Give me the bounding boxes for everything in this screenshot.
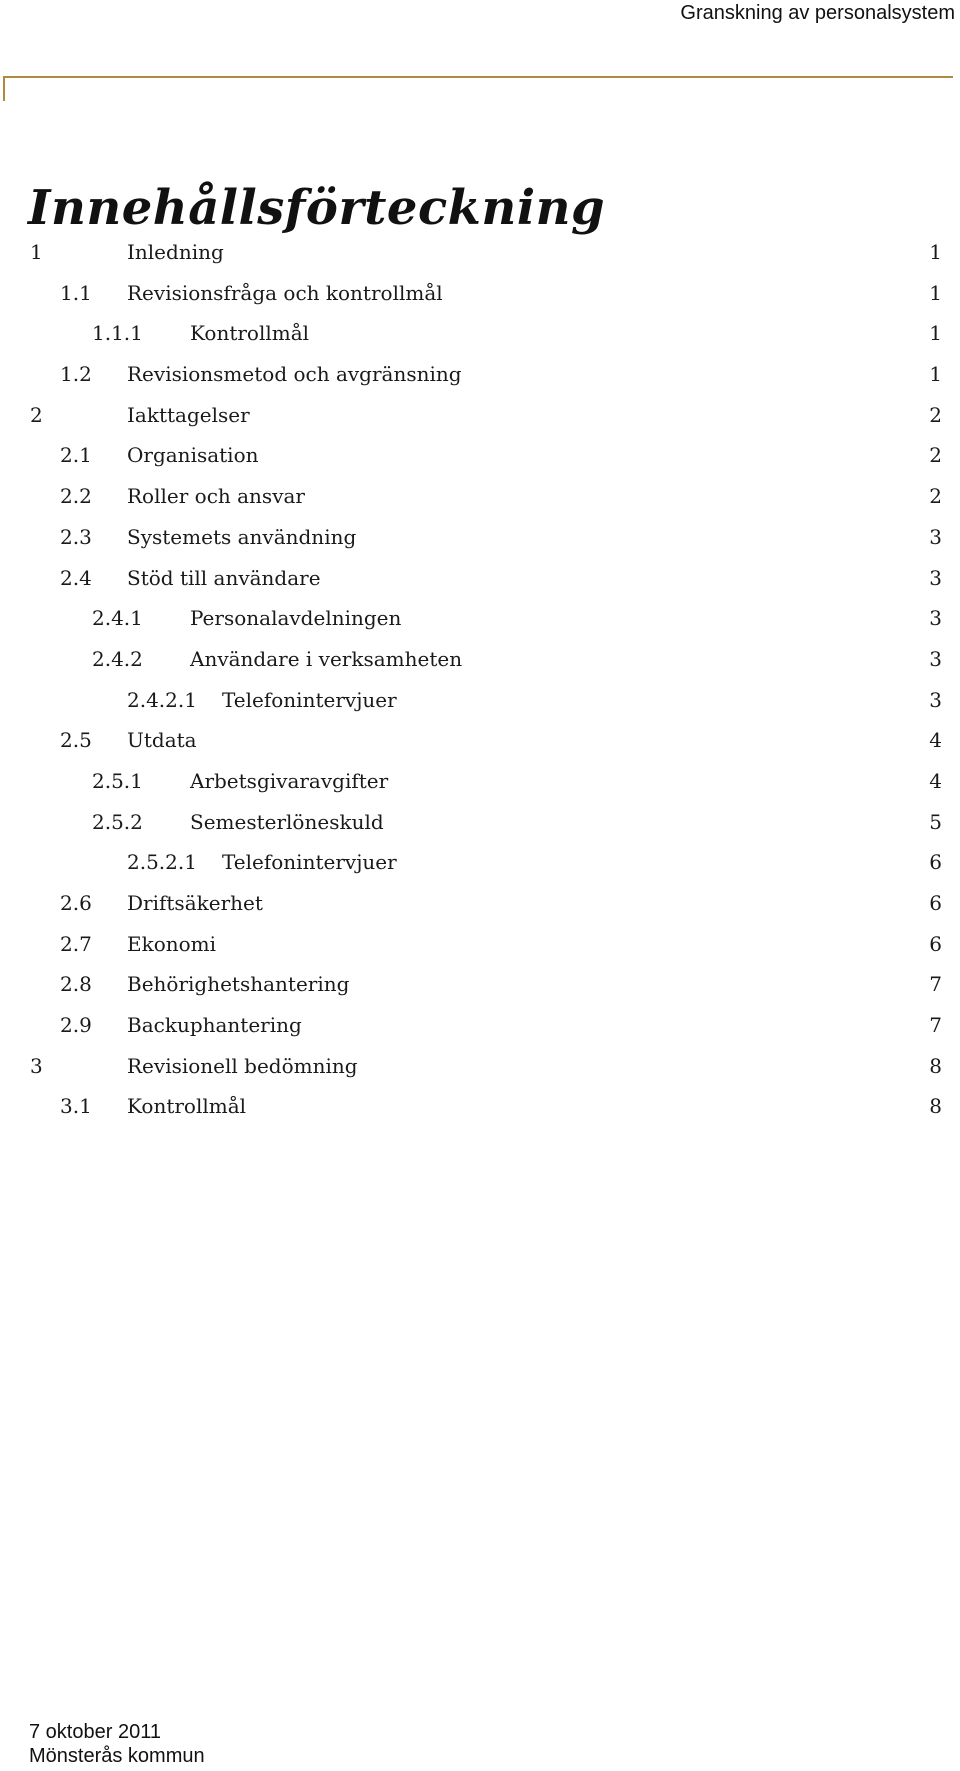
toc-entry-title: Personalavdelningen bbox=[190, 606, 402, 631]
toc-entry-title: Backuphantering bbox=[127, 1013, 302, 1038]
toc-entry-title: Revisionsfråga och kontrollmål bbox=[127, 280, 443, 305]
toc-entry-number: 2.6 bbox=[60, 891, 92, 915]
toc-entry-title: Systemets användning bbox=[127, 524, 357, 549]
toc-entry-number: 2.3 bbox=[60, 524, 92, 549]
toc-entry-page: 3 bbox=[929, 606, 942, 631]
toc-entry[interactable] bbox=[0, 358, 960, 399]
toc-entry-number: 2.4.1 bbox=[92, 606, 143, 631]
toc-entry-page: 3 bbox=[929, 524, 942, 549]
toc-entry-number: 2 bbox=[30, 402, 43, 427]
toc-entry-number: 2.7 bbox=[60, 931, 92, 956]
toc-entry[interactable] bbox=[0, 684, 960, 725]
toc-entry[interactable] bbox=[0, 643, 960, 684]
toc-entry-page: 3 bbox=[929, 687, 942, 712]
toc-entry-title: Ekonomi bbox=[127, 931, 217, 956]
toc-entry-number: 2.9 bbox=[60, 1013, 92, 1038]
toc-entry-title: Semesterlöneskuld bbox=[190, 809, 384, 834]
toc-entry[interactable] bbox=[0, 887, 960, 928]
toc-entry-title: Utdata bbox=[127, 728, 197, 753]
toc-entry[interactable] bbox=[0, 806, 960, 847]
toc-entry-number: 3 bbox=[30, 1053, 43, 1078]
footer bbox=[29, 1720, 205, 1768]
toc-entry-page: 6 bbox=[929, 891, 942, 915]
toc-entry-title: Kontrollmål bbox=[127, 1094, 247, 1119]
toc-entry[interactable] bbox=[0, 317, 960, 358]
toc-entry-number: 2.1 bbox=[60, 443, 92, 468]
toc-entry-number: 2.4.2 bbox=[92, 646, 143, 671]
toc-entry-title: Behörighetshantering bbox=[127, 972, 350, 997]
toc-entry[interactable] bbox=[0, 602, 960, 643]
toc-entry[interactable] bbox=[0, 399, 960, 440]
toc-entry-number: 1.1 bbox=[60, 280, 92, 305]
toc-entry-number: 2.5.2.1 bbox=[127, 850, 197, 875]
header-rule-corner bbox=[3, 76, 5, 101]
toc-entry-number: 2.5.2 bbox=[92, 809, 143, 834]
toc-entry-page: 4 bbox=[929, 728, 942, 753]
toc-entry-page: 3 bbox=[929, 646, 942, 671]
toc-entry-number: 1.1.1 bbox=[92, 321, 143, 346]
toc-entry[interactable] bbox=[0, 1009, 960, 1050]
toc-entry-page: 8 bbox=[929, 1094, 942, 1119]
toc-entry-page: 4 bbox=[929, 768, 942, 793]
toc-entry[interactable] bbox=[0, 765, 960, 806]
table-of-contents bbox=[0, 236, 960, 1131]
toc-entry-page: 1 bbox=[929, 240, 942, 264]
toc-entry-title: Telefonintervjuer bbox=[222, 687, 397, 712]
toc-entry-page: 3 bbox=[929, 565, 942, 590]
toc-heading: Innehållsförteckning bbox=[28, 180, 606, 237]
toc-entry-title: Arbetsgivaravgifter bbox=[190, 768, 389, 793]
toc-entry[interactable] bbox=[0, 277, 960, 318]
toc-entry[interactable] bbox=[0, 562, 960, 603]
toc-entry[interactable] bbox=[0, 480, 960, 521]
toc-entry-title: Organisation bbox=[127, 443, 259, 468]
toc-entry-title: Inledning bbox=[127, 240, 224, 264]
toc-entry[interactable] bbox=[0, 724, 960, 765]
toc-entry[interactable] bbox=[0, 968, 960, 1009]
toc-entry[interactable] bbox=[0, 236, 960, 277]
toc-entry-number: 2.8 bbox=[60, 972, 92, 997]
toc-entry-title: Roller och ansvar bbox=[127, 484, 305, 509]
toc-entry[interactable] bbox=[0, 1090, 960, 1131]
toc-entry-number: 2.5.1 bbox=[92, 768, 143, 793]
toc-entry[interactable] bbox=[0, 521, 960, 562]
toc-entry[interactable] bbox=[0, 846, 960, 887]
header-rule bbox=[3, 76, 953, 78]
toc-entry-page: 1 bbox=[929, 280, 942, 305]
toc-entry-number: 2.4.2.1 bbox=[127, 687, 197, 712]
toc-entry-number: 1.2 bbox=[60, 362, 92, 387]
toc-entry-number: 2.2 bbox=[60, 484, 92, 509]
toc-entry-title: Revisionell bedömning bbox=[127, 1053, 358, 1078]
toc-entry-page: 7 bbox=[929, 1013, 942, 1038]
footer-date: 7 oktober 2011 bbox=[29, 1721, 161, 1743]
toc-entry-page: 1 bbox=[929, 362, 942, 387]
toc-entry-title: Stöd till användare bbox=[127, 565, 321, 590]
toc-entry-title: Iakttagelser bbox=[127, 402, 250, 427]
toc-entry-title: Revisionsmetod och avgränsning bbox=[127, 362, 462, 387]
toc-entry[interactable] bbox=[0, 439, 960, 480]
toc-entry-page: 2 bbox=[929, 402, 942, 427]
toc-entry-page: 6 bbox=[929, 931, 942, 956]
toc-entry-number: 1 bbox=[30, 240, 43, 264]
toc-entry-page: 7 bbox=[929, 972, 942, 997]
toc-entry-number: 2.5 bbox=[60, 728, 92, 753]
toc-entry-number: 2.4 bbox=[60, 565, 92, 590]
toc-entry-page: 6 bbox=[929, 850, 942, 875]
toc-entry[interactable] bbox=[0, 1050, 960, 1091]
toc-entry-page: 1 bbox=[929, 321, 942, 346]
toc-entry-page: 8 bbox=[929, 1053, 942, 1078]
header-title: Granskning av personalsystem bbox=[680, 2, 955, 24]
toc-entry-title: Kontrollmål bbox=[190, 321, 310, 346]
toc-entry-page: 2 bbox=[929, 443, 942, 468]
footer-organization: Mönsterås kommun bbox=[29, 1745, 205, 1767]
toc-entry-title: Användare i verksamheten bbox=[190, 646, 463, 671]
toc-entry-number: 3.1 bbox=[60, 1094, 92, 1119]
toc-entry-page: 5 bbox=[929, 809, 942, 834]
toc-entry[interactable] bbox=[0, 928, 960, 969]
toc-entry-title: Telefonintervjuer bbox=[222, 850, 397, 875]
toc-entry-title: Driftsäkerhet bbox=[127, 891, 263, 915]
toc-entry-page: 2 bbox=[929, 484, 942, 509]
